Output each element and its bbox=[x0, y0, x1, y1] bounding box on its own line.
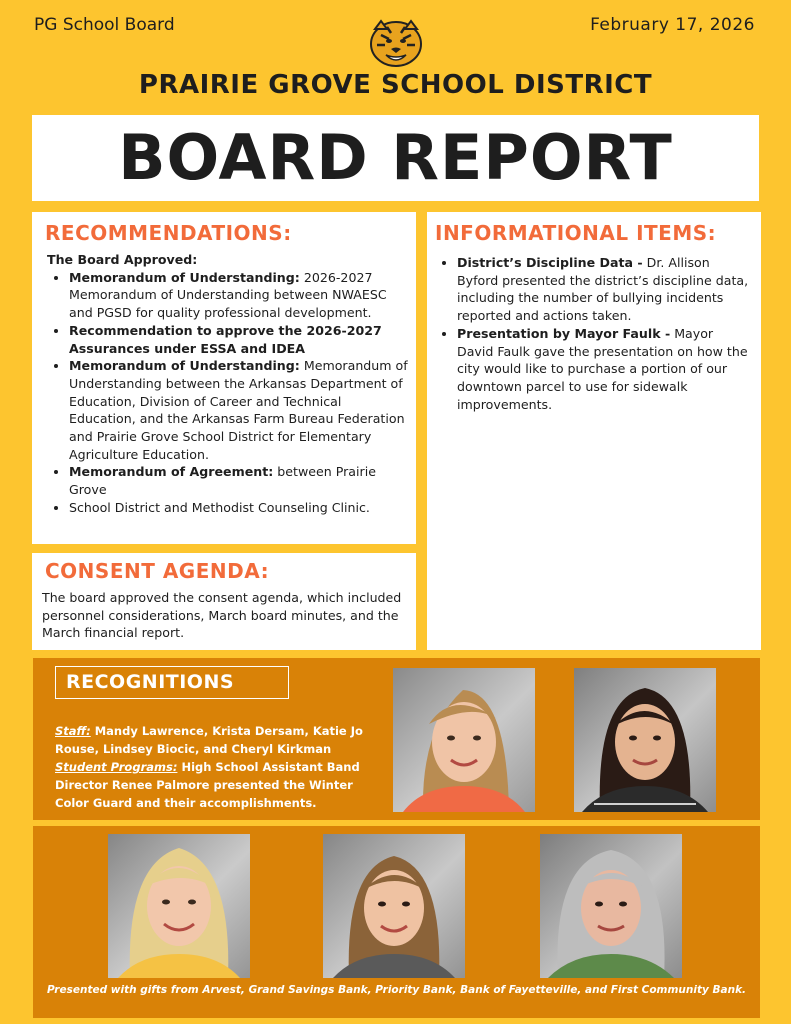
recommendations-card bbox=[32, 212, 416, 544]
title-banner bbox=[32, 115, 759, 201]
photos-panel bbox=[33, 826, 760, 1018]
list-item: • Recommendation to approve the 2026-2027 Assurances under ESSA and IDEA bbox=[69, 322, 411, 357]
list-item: • Memorandum of Understanding: 2026-2027 Memorandum of Understanding between NWAESC and PGSD for quality professional development. bbox=[69, 269, 411, 322]
staff-label: Staff: bbox=[55, 724, 91, 738]
gifts-credit: Presented with gifts from Arvest, Grand Savings Bank, Priority Bank, Bank of Fayetteville, and First Community Bank. bbox=[46, 984, 747, 996]
informational-card bbox=[427, 212, 761, 650]
staff-photo bbox=[393, 668, 535, 812]
list-item: • Presentation by Mayor Faulk - Mayor David Faulk gave the presentation on how the city would like to purchase a portion of our downtown parcel to use for sidewalk improvements. bbox=[457, 325, 751, 414]
staff-photo bbox=[108, 834, 250, 978]
informational-list bbox=[435, 254, 751, 413]
informational-heading: INFORMATIONAL ITEMS: bbox=[435, 221, 717, 245]
consent-card bbox=[32, 553, 416, 650]
recognitions-title-box bbox=[55, 666, 289, 699]
tiger-logo-icon bbox=[367, 17, 425, 69]
report-date: February 17, 2026 bbox=[590, 15, 755, 35]
board-label: PG School Board bbox=[34, 15, 175, 35]
list-item: • Memorandum of Agreement: between Prairie Grove bbox=[69, 463, 411, 498]
staff-photo bbox=[574, 668, 716, 812]
consent-heading: CONSENT AGENDA: bbox=[45, 559, 270, 583]
recognitions-text: Staff: Mandy Lawrence, Krista Dersam, Katie Jo Rouse, Lindsey Biocic, and Cheryl Kirkman Student Programs: High School Assistant Band Director Renee Palmore presented the Winter Color Guard and their accomplishments. bbox=[55, 724, 363, 810]
staff-photo bbox=[540, 834, 682, 978]
consent-text: The board approved the consent agenda, which included personnel considerations, March board minutes, and the March financial report. bbox=[42, 590, 402, 641]
recommendations-intro: The Board Approved: bbox=[47, 252, 198, 267]
page-title: BOARD REPORT bbox=[118, 121, 673, 194]
staff-photo bbox=[323, 834, 465, 978]
district-name: PRAIRIE GROVE SCHOOL DISTRICT bbox=[138, 70, 653, 100]
list-item: • District’s Discipline Data - Dr. Allison Byford presented the district’s discipline data, including the number of bullying incidents reported and actions taken. bbox=[457, 254, 751, 325]
recognitions-heading: RECOGNITIONS bbox=[66, 671, 235, 693]
recommendations-list bbox=[47, 269, 411, 517]
list-item: • School District and Methodist Counseling Clinic. bbox=[69, 499, 411, 517]
programs-label: Student Programs: bbox=[55, 760, 178, 774]
recommendations-heading: RECOMMENDATIONS: bbox=[45, 221, 292, 245]
recognitions-panel bbox=[33, 658, 760, 820]
list-item: • Memorandum of Understanding: Memorandum of Understanding between the Arkansas Department of Education, Division of Career and Technical Education, and the Arkansas Farm Bureau Federation and Prairie Grove School District for Elementary Agriculture Education. bbox=[69, 357, 411, 463]
